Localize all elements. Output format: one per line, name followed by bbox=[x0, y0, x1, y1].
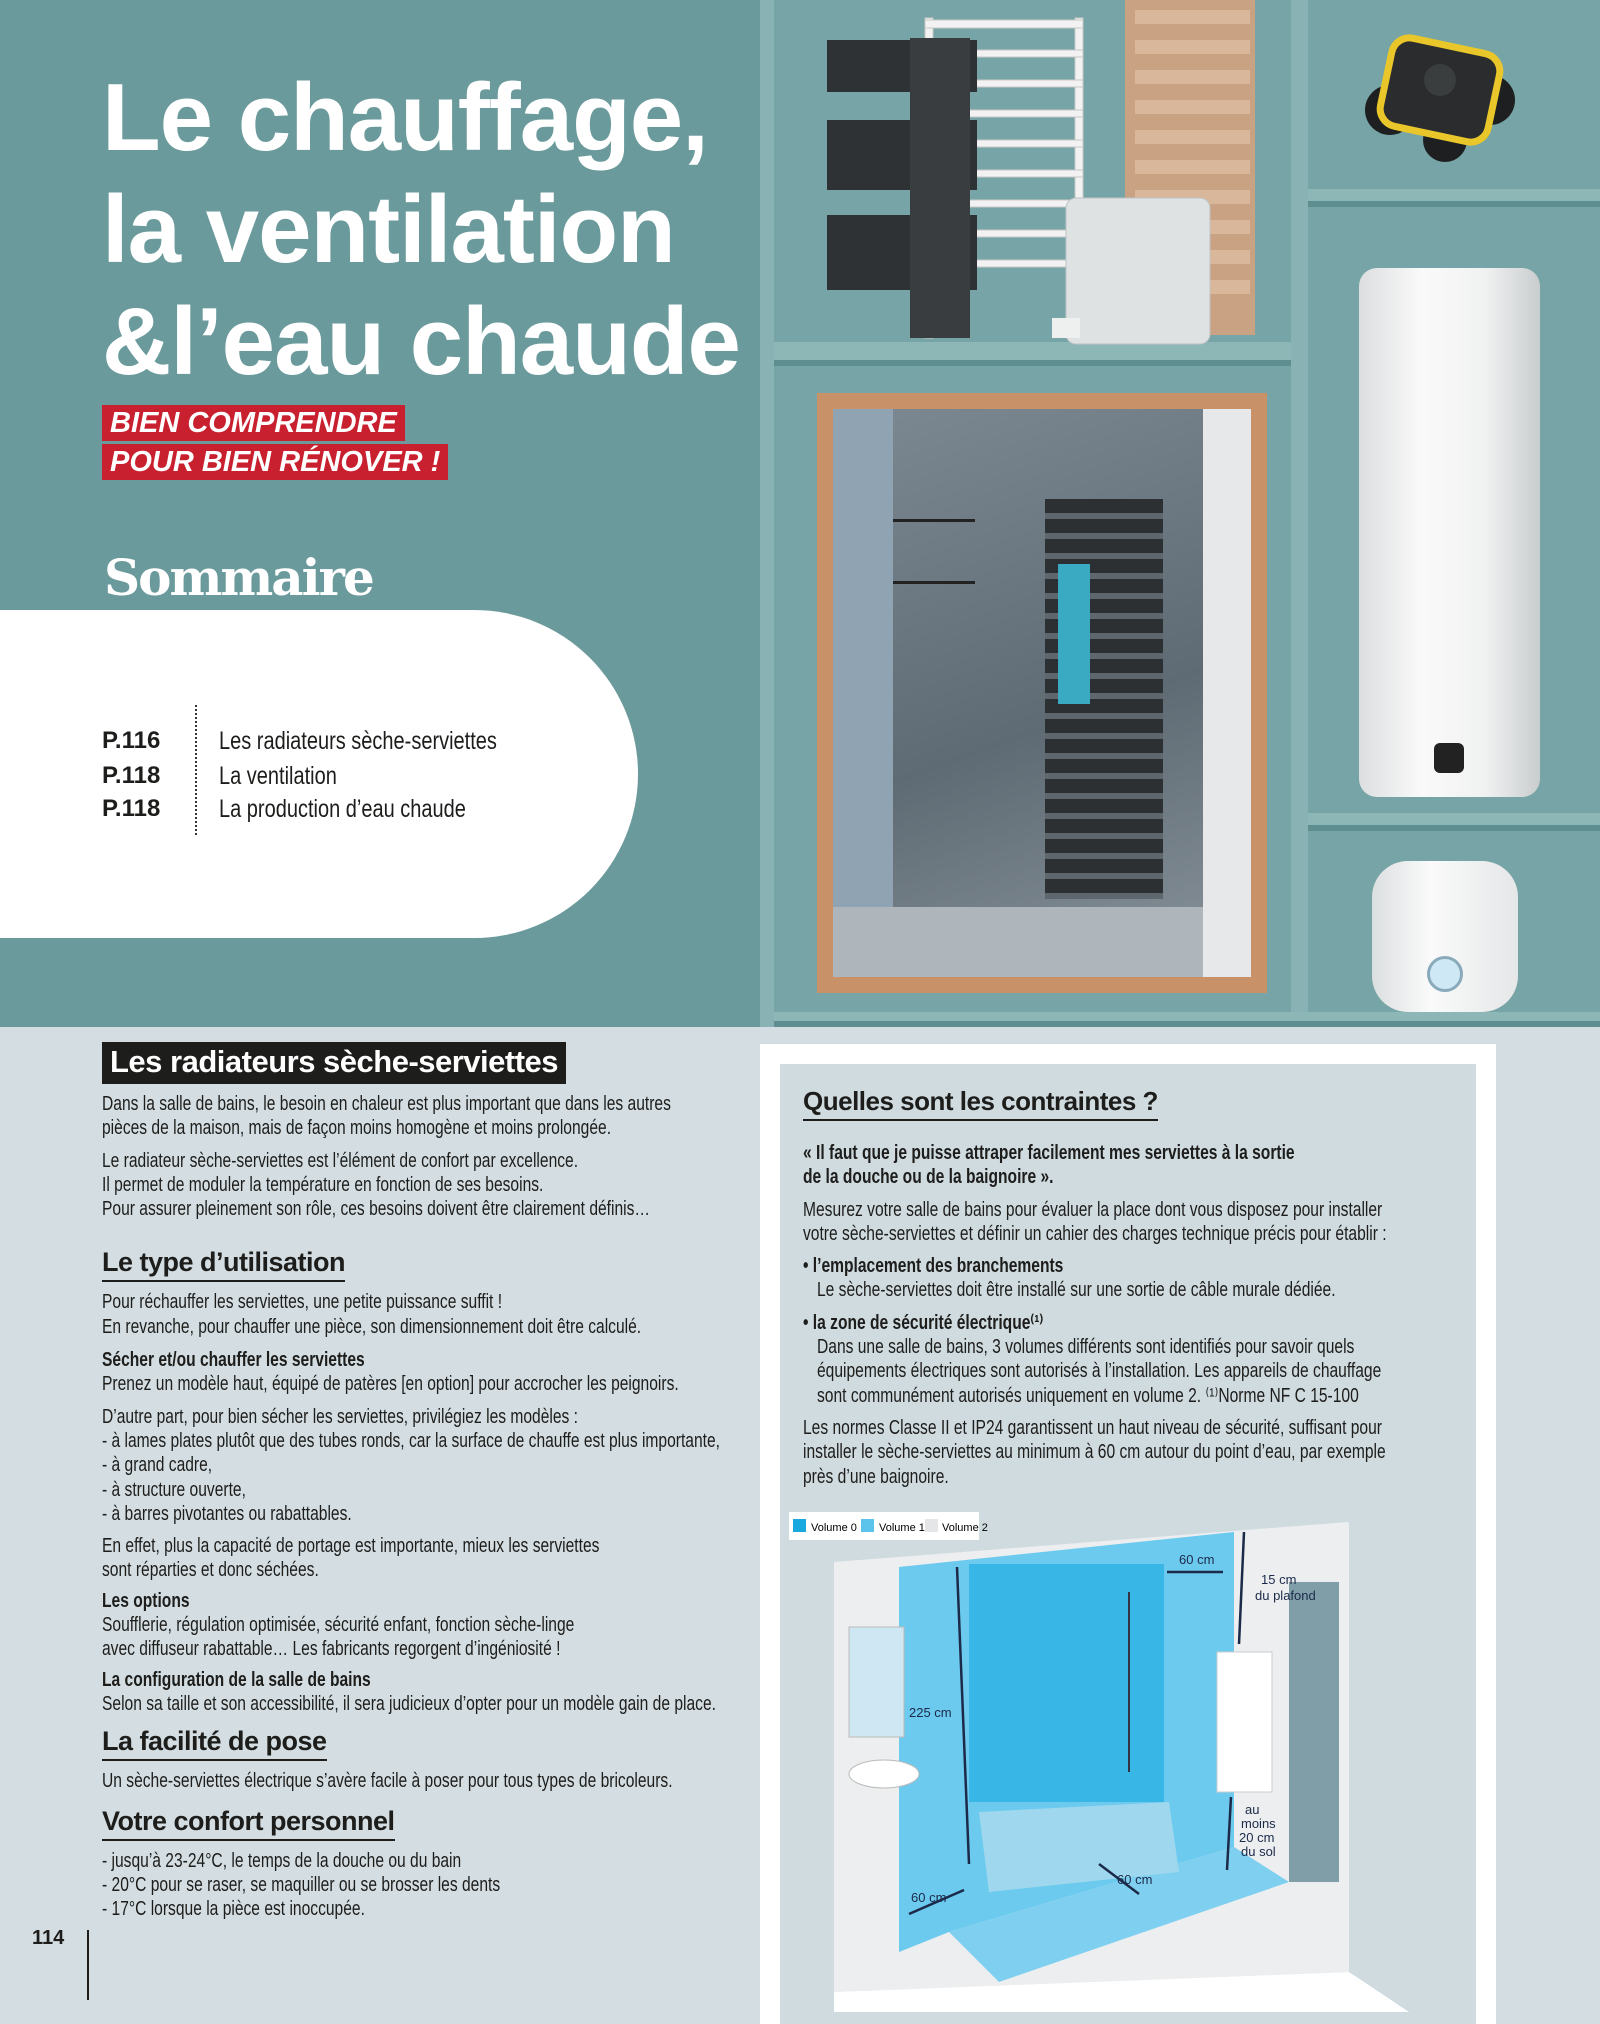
small-heater-dial bbox=[1427, 956, 1463, 992]
section-heading: Les radiateurs sèche-serviettes bbox=[102, 1042, 566, 1084]
paragraph bbox=[803, 1416, 1454, 1489]
text-line: votre sèche-serviettes et définir un cahier des charges technique précis pour établir : bbox=[803, 1222, 1387, 1245]
text-line: Selon sa taille et son accessibilité, il sera judicieux d’opter pour un modèle gain de place. bbox=[102, 1692, 716, 1715]
text-line: avec diffuseur rabattable… Les fabricants regorgent d’ingéniosité ! bbox=[102, 1638, 561, 1661]
paragraph bbox=[803, 1198, 1454, 1247]
text-line: Soufflerie, régulation optimisée, sécurité enfant, fonction sèche-linge bbox=[102, 1614, 575, 1637]
ceiling-label: du plafond bbox=[1255, 1588, 1316, 1603]
shelf-rack bbox=[893, 519, 975, 584]
legend-label: Volume 0 bbox=[811, 1522, 857, 1534]
subheading-confort: Votre confort personnel bbox=[102, 1806, 395, 1841]
subheading-pose: La facilité de pose bbox=[102, 1726, 327, 1761]
toc-page: P.116 bbox=[102, 727, 161, 754]
towel-radiators-image bbox=[820, 0, 1280, 345]
legend-label: Volume 2 bbox=[942, 1522, 988, 1534]
height-label: 225 cm bbox=[909, 1705, 952, 1720]
floor-label: 20 cm bbox=[1239, 1830, 1275, 1845]
towel bbox=[1058, 564, 1090, 704]
text-line: - à grand cadre, bbox=[102, 1454, 213, 1477]
text-line: - 17°C lorsque la pièce est inoccupée. bbox=[102, 1898, 365, 1921]
floor-label: du sol bbox=[1241, 1844, 1276, 1859]
top-gap-label: 60 cm bbox=[1179, 1552, 1215, 1567]
paragraph bbox=[102, 1692, 752, 1716]
framed-bathroom-photo bbox=[817, 393, 1267, 993]
floor-label: moins bbox=[1241, 1816, 1276, 1831]
text-line: Un sèche-serviettes électrique s’avère facile à poser pour tous types de bricoleurs. bbox=[102, 1770, 673, 1793]
subheading-config: La configuration de la salle de bains bbox=[102, 1668, 371, 1691]
constraints-box bbox=[760, 1044, 1496, 2024]
floor-label: au bbox=[1245, 1802, 1260, 1817]
text-line: Prenez un modèle haut, équipé de patères [en option] pour accrocher les peignoirs. bbox=[102, 1373, 679, 1396]
bathroom-volumes-diagram bbox=[789, 1512, 1429, 2012]
window bbox=[833, 409, 893, 977]
text-line: - à lames plates plutôt que des tubes ronds, car la surface de chauffe est plus importante, bbox=[102, 1429, 721, 1452]
shelf-divider bbox=[760, 0, 774, 1027]
text-line: équipements électriques sont autorisés à l’installation. Les appareils de chauffage bbox=[817, 1360, 1382, 1383]
towel-radiators-section bbox=[102, 1042, 752, 1921]
page-title bbox=[102, 62, 740, 398]
small-water-heater-image bbox=[1372, 861, 1518, 1012]
text-line: de la douche ou de la baignoire ». bbox=[803, 1166, 1054, 1189]
shelf-divider bbox=[1291, 0, 1308, 1027]
subheading-options: Les options bbox=[102, 1589, 190, 1612]
text-line: « Il faut que je puisse attraper facilement mes serviettes à la sortie bbox=[803, 1142, 1295, 1164]
sink bbox=[849, 1760, 919, 1788]
text-line: Pour réchauffer les serviettes, une petite puissance suffit ! bbox=[102, 1291, 503, 1314]
text-line: pièces de la maison, mais de façon moins homogène et moins prolongée. bbox=[102, 1117, 612, 1140]
product-photo-shelves bbox=[760, 0, 1600, 1027]
shelf bbox=[774, 342, 1291, 366]
text-line: installer le sèche-serviettes au minimum à 60 cm autour du point d’eau, par exemple bbox=[803, 1441, 1386, 1464]
toc-item[interactable] bbox=[102, 759, 366, 793]
legend-swatch bbox=[861, 1519, 874, 1532]
legend-swatch bbox=[793, 1519, 806, 1532]
page-number-divider bbox=[87, 1930, 89, 2000]
text-line: Le sèche-serviettes doit être installé sur une sortie de câble murale dédiée. bbox=[817, 1279, 1336, 1302]
paragraph bbox=[102, 1372, 752, 1396]
volume-0-zone bbox=[969, 1564, 1164, 1802]
bullet-text bbox=[803, 1278, 1454, 1302]
text-line: Dans une salle de bains, 3 volumes différents sont identifiés pour savoir quels bbox=[817, 1336, 1355, 1359]
text-line: En effet, plus la capacité de portage est importante, mieux les serviettes bbox=[102, 1535, 600, 1558]
floor bbox=[833, 907, 1251, 977]
toc-item[interactable] bbox=[102, 724, 566, 758]
legend-swatch bbox=[925, 1519, 938, 1532]
text-line: Mesurez votre salle de bains pour évaluer la place dont vous disposez pour installer bbox=[803, 1198, 1383, 1221]
towel-radiator-diagram bbox=[1217, 1652, 1272, 1792]
mirror bbox=[849, 1627, 904, 1737]
paragraph bbox=[102, 1149, 752, 1222]
text-line: - 20°C pour se raser, se maquiller ou se brosser les dents bbox=[102, 1873, 501, 1896]
text-line: Dans la salle de bains, le besoin en chaleur est plus important que dans les autres bbox=[102, 1093, 671, 1115]
water-heater-control bbox=[1434, 743, 1464, 773]
text-line: - jusqu’à 23-24°C, le temps de la douche ou du bain bbox=[102, 1849, 462, 1872]
text-line: En revanche, pour chauffer une pièce, son dimensionnement doit être calculé. bbox=[102, 1315, 642, 1338]
shelf bbox=[774, 1012, 1600, 1027]
text-line: D’autre part, pour bien sécher les serviettes, privilégiez les modèles : bbox=[102, 1405, 579, 1428]
white-heater-panel bbox=[1052, 198, 1210, 344]
paragraph bbox=[102, 1534, 752, 1583]
toc-page: P.118 bbox=[102, 795, 161, 822]
toc-item[interactable] bbox=[102, 792, 528, 826]
diagram-legend bbox=[789, 1512, 988, 1540]
paragraph bbox=[102, 1092, 752, 1141]
bullet-text bbox=[803, 1335, 1454, 1408]
toc-label: La ventilation bbox=[219, 761, 337, 790]
toc-page: P.118 bbox=[102, 762, 161, 789]
door bbox=[1203, 409, 1251, 977]
quote bbox=[803, 1141, 1454, 1190]
paragraph bbox=[102, 1290, 752, 1339]
paragraph bbox=[102, 1405, 752, 1526]
floor-left-label: 60 cm bbox=[911, 1890, 947, 1905]
side-wall-shadow bbox=[1289, 1582, 1339, 1882]
ceiling-label: 15 cm bbox=[1261, 1572, 1297, 1587]
shelf bbox=[1308, 189, 1600, 207]
tagline-1: BIEN COMPRENDRE bbox=[102, 405, 405, 441]
paragraph bbox=[102, 1769, 752, 1793]
ventilation-unit-image bbox=[1350, 30, 1530, 170]
title-line: la ventilation bbox=[102, 176, 675, 283]
text-line: sont communément autorisés uniquement en volume 2. ⁽¹⁾Norme NF C 15-100 bbox=[817, 1384, 1359, 1407]
paragraph bbox=[102, 1613, 752, 1662]
sommaire-title: Sommaire bbox=[104, 548, 373, 607]
text-line: - à structure ouverte, bbox=[102, 1478, 246, 1501]
text-line: - à barres pivotantes ou rabattables. bbox=[102, 1502, 352, 1525]
legend-label: Volume 1 bbox=[879, 1522, 925, 1534]
bullet-title: • la zone de sécurité électrique⁽¹⁾ bbox=[803, 1311, 1044, 1334]
page-number: 114 bbox=[32, 1927, 65, 1949]
text-line: Pour assurer pleinement son rôle, ces besoins doivent être clairement définis… bbox=[102, 1198, 651, 1221]
floor-right-label: 60 cm bbox=[1117, 1872, 1153, 1887]
shelf bbox=[1308, 813, 1600, 831]
text-line: près d’une baignoire. bbox=[803, 1465, 949, 1488]
text-line: Il permet de moduler la température en fonction de ses besoins. bbox=[102, 1173, 544, 1196]
toc-label: La production d’eau chaude bbox=[219, 794, 466, 823]
water-heater-image bbox=[1359, 268, 1540, 797]
title-line: Le chauffage, bbox=[102, 64, 708, 171]
constraints-heading: Quelles sont les contraintes ? bbox=[803, 1086, 1158, 1121]
title-line: &l’eau chaude bbox=[102, 288, 740, 395]
dark-radiator bbox=[827, 38, 977, 338]
toc-label: Les radiateurs sèche-serviettes bbox=[219, 726, 497, 755]
bullet-title: • l’emplacement des branchements bbox=[803, 1255, 1064, 1278]
text-line: Les normes Classe II et IP24 garantissent un haut niveau de sécurité, suffisant pour bbox=[803, 1416, 1382, 1439]
subheading-usage: Le type d’utilisation bbox=[102, 1247, 345, 1282]
subheading-dry: Sécher et/ou chauffer les serviettes bbox=[102, 1349, 365, 1372]
paragraph bbox=[102, 1849, 752, 1922]
text-line: Le radiateur sèche-serviettes est l’élément de confort par excellence. bbox=[102, 1149, 579, 1172]
text-line: sont réparties et donc séchées. bbox=[102, 1559, 319, 1582]
tagline-2: POUR BIEN RÉNOVER ! bbox=[102, 444, 448, 480]
